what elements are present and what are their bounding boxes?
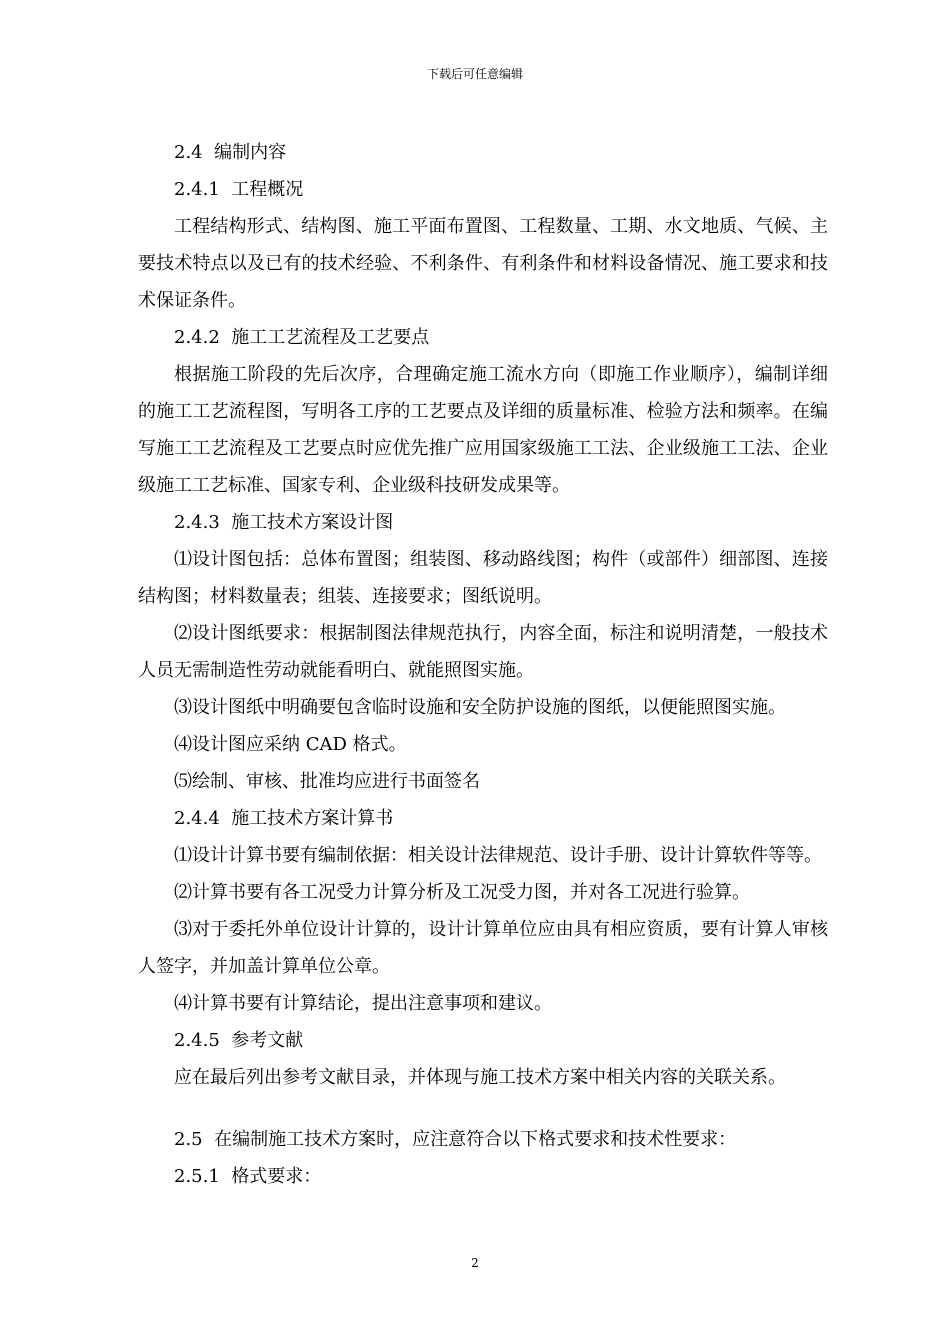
document-body xyxy=(138,134,828,1195)
list-item-2-4-4-4: ⑷计算书要有计算结论，提出注意事项和建议。 xyxy=(174,993,552,1014)
list-item-2-4-3-5: ⑸绘制、审核、批准均应进行书面签名 xyxy=(174,771,480,792)
page-number: 2 xyxy=(471,1256,479,1270)
paragraph-2-4-2: 根据施工阶段的先后次序，合理确定施工流水方向（即施工作业顺序），编制详细的施工工艺流程图，写明各工序的工艺要点及详细的质量标准、检验方法和频率。在编写施工工艺流程及工艺要点时应优先推广应用国家级施工工法、企业级施工工法、企业级施工工艺标准、国家专利、企业级科技研发成果等。 xyxy=(138,364,828,496)
list-item-2-4-4-1: ⑴设计计算书要有编制依据：相关设计法律规范、设计手册、设计计算软件等等。 xyxy=(174,845,822,866)
list-item-2-4-4-2: ⑵计算书要有各工况受力计算分析及工况受力图，并对各工况进行验算。 xyxy=(174,882,750,903)
section-heading-2-4-1: 2.4.1 工程概况 xyxy=(174,179,304,200)
section-spacer xyxy=(138,1096,828,1121)
page-header: 下载后可任意编辑 xyxy=(426,67,523,81)
section-heading-2-4-5: 2.4.5 参考文献 xyxy=(174,1030,304,1051)
list-item-2-4-3-4: ⑷设计图应采纳 CAD 格式。 xyxy=(174,734,407,755)
section-heading-2-4-2: 2.4.2 施工工艺流程及工艺要点 xyxy=(174,327,430,348)
list-item-2-4-3-1: ⑴设计图包括：总体布置图；组装图、移动路线图；构件（或部件）细部图、连接结构图；材料数量表；组装、连接要求；图纸说明。 xyxy=(138,549,828,607)
list-item-2-4-3-2: ⑵设计图纸要求：根据制图法律规范执行，内容全面，标注和说明清楚，一般技术人员无需制造性劳动就能看明白、就能照图实施。 xyxy=(138,623,828,681)
section-heading-2-5: 2.5 在编制施工技术方案时，应注意符合以下格式要求和技术性要求： xyxy=(174,1129,737,1150)
section-heading-2-5-1: 2.5.1 格式要求： xyxy=(174,1166,322,1187)
section-heading-2-4-4: 2.4.4 施工技术方案计算书 xyxy=(174,808,394,829)
section-heading-2-4: 2.4 编制内容 xyxy=(174,142,287,163)
paragraph-2-4-1: 工程结构形式、结构图、施工平面布置图、工程数量、工期、水文地质、气候、主要技术特点以及已有的技术经验、不利条件、有利条件和材料设备情况、施工要求和技术保证条件。 xyxy=(138,216,828,311)
paragraph-2-4-5: 应在最后列出参考文献目录，并体现与施工技术方案中相关内容的关联关系。 xyxy=(174,1067,786,1088)
section-heading-2-4-3: 2.4.3 施工技术方案设计图 xyxy=(174,512,394,533)
list-item-2-4-3-3: ⑶设计图纸中明确要包含临时设施和安全防护设施的图纸，以便能照图实施。 xyxy=(174,697,786,718)
list-item-2-4-4-3: ⑶对于委托外单位设计计算的，设计计算单位应由具有相应资质，要有计算人审核人签字，并加盖计算单位公章。 xyxy=(138,919,828,977)
